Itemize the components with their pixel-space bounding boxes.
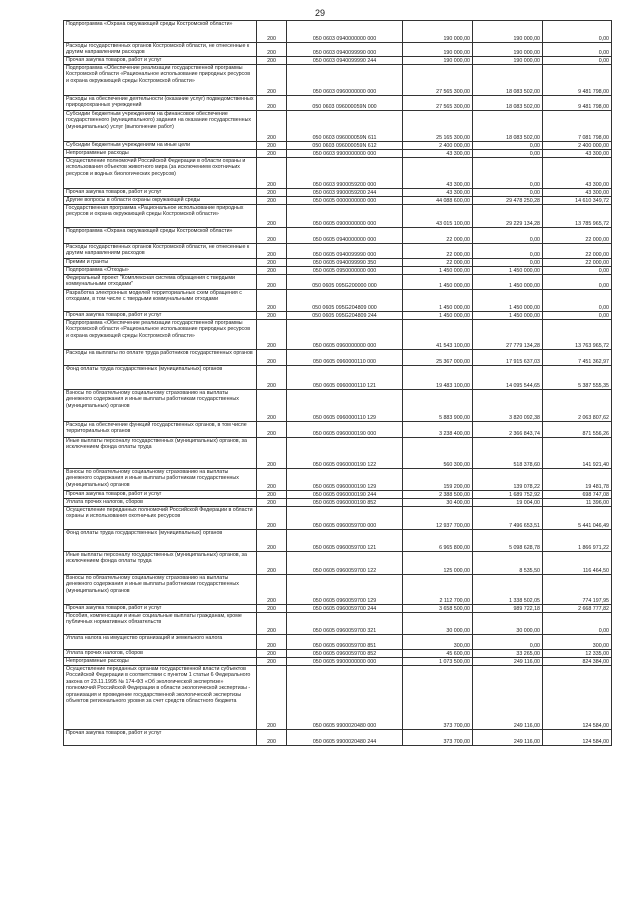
cell-s2: 8 535,50 — [473, 552, 543, 575]
cell-cls: 050 0605 095G200000 000 — [287, 275, 403, 290]
cell-name: Фонд оплаты труда государственных (муниципальных) органов — [64, 366, 257, 390]
cell-s2: 1 689 752,92 — [473, 491, 543, 499]
table-row — [64, 390, 612, 422]
cell-name: Прочая закупка товаров, работ и услуг — [64, 730, 257, 746]
cell-s3: 698 747,08 — [543, 491, 612, 499]
cell-name: Другие вопросы в области охраны окружающей среды — [64, 197, 257, 205]
cell-cls: 050 0605 0960000190 000 — [287, 422, 403, 438]
table-row — [64, 730, 612, 746]
cell-code: 200 — [257, 613, 287, 635]
cell-name: Фонд оплаты труда государственных (муниципальных) органов — [64, 530, 257, 552]
cell-code: 200 — [257, 530, 287, 552]
cell-s2: 2 366 843,74 — [473, 422, 543, 438]
cell-code: 200 — [257, 189, 287, 197]
cell-s3: 9 481 798,00 — [543, 65, 612, 96]
cell-cls: 050 0605 0900000000 000 — [287, 205, 403, 228]
cell-cls: 050 0603 0940099990 244 — [287, 57, 403, 65]
cell-s3: 5 441 046,49 — [543, 507, 612, 530]
cell-code: 200 — [257, 228, 287, 244]
cell-cls: 050 0605 0960000110 121 — [287, 366, 403, 390]
cell-s2: 19 004,00 — [473, 499, 543, 507]
table-row — [64, 189, 612, 197]
cell-s1: 190 000,00 — [403, 21, 473, 43]
cell-name: Подпрограмма «Обеспечение реализации государственной программы Костромской области «Рациональное использование природных ресурсов и охрана окружающей среды Костромской области» — [64, 65, 257, 96]
cell-s2: 518 378,60 — [473, 438, 543, 469]
cell-code: 200 — [257, 150, 287, 158]
cell-code: 200 — [257, 666, 287, 730]
cell-s1: 560 300,00 — [403, 438, 473, 469]
cell-cls: 050 0603 9900059200 244 — [287, 189, 403, 197]
cell-s2: 17 915 637,03 — [473, 350, 543, 366]
cell-cls: 050 0605 0960059700 122 — [287, 552, 403, 575]
cell-s3: 13 785 965,72 — [543, 205, 612, 228]
cell-cls: 050 0605 095G204809 000 — [287, 290, 403, 312]
page-number: 29 — [314, 8, 325, 18]
cell-s2: 0,00 — [473, 150, 543, 158]
table-row — [64, 438, 612, 469]
budget-table-body — [64, 21, 612, 746]
cell-s3: 9 481 798,00 — [543, 96, 612, 111]
cell-s1: 5 883 900,00 — [403, 390, 473, 422]
cell-s1: 300,00 — [403, 635, 473, 650]
cell-s3: 0,00 — [543, 267, 612, 275]
cell-cls: 050 0605 0960059700 129 — [287, 575, 403, 605]
table-row — [64, 142, 612, 150]
cell-code: 200 — [257, 197, 287, 205]
table-row — [64, 57, 612, 65]
cell-cls: 050 0605 0960000110 129 — [287, 390, 403, 422]
cell-name: Прочая закупка товаров, работ и услуг — [64, 57, 257, 65]
cell-s1: 1 450 000,00 — [403, 267, 473, 275]
cell-s1: 2 388 500,00 — [403, 491, 473, 499]
cell-name: Разработка электронных моделей территориальных схем обращения с отходами, в том числе с твердыми коммунальными отходами — [64, 290, 257, 312]
table-row — [64, 197, 612, 205]
table-row — [64, 111, 612, 142]
cell-s3: 22 000,00 — [543, 244, 612, 259]
cell-s3: 300,00 — [543, 635, 612, 650]
table-row — [64, 158, 612, 189]
cell-s3: 0,00 — [543, 613, 612, 635]
cell-code: 200 — [257, 390, 287, 422]
cell-s3: 116 464,50 — [543, 552, 612, 575]
table-row — [64, 530, 612, 552]
cell-code: 200 — [257, 244, 287, 259]
cell-name: Уплата прочих налогов, сборов — [64, 650, 257, 658]
table-row — [64, 43, 612, 57]
cell-s3: 43 300,00 — [543, 150, 612, 158]
table-row — [64, 65, 612, 96]
cell-name: Взносы по обязательному социальному страхованию на выплаты денежного содержания и иные выплаты работникам государственных (муниципальных) органов — [64, 469, 257, 491]
cell-name: Прочая закупка товаров, работ и услуг — [64, 491, 257, 499]
cell-s2: 7 496 653,51 — [473, 507, 543, 530]
cell-s3: 2 400 000,00 — [543, 142, 612, 150]
cell-s1: 45 600,00 — [403, 650, 473, 658]
cell-name: Взносы по обязательному социальному страхованию на выплаты денежного содержания и иные выплаты работникам государственных (муниципальных) органов — [64, 390, 257, 422]
cell-s1: 25 367 000,00 — [403, 350, 473, 366]
cell-s1: 2 112 700,00 — [403, 575, 473, 605]
cell-name: Государственная программа «Рациональное использование природных ресурсов и охрана окружающей среды Костромской области» — [64, 205, 257, 228]
cell-name: Непрограммные расходы — [64, 658, 257, 666]
cell-code: 200 — [257, 21, 287, 43]
cell-s2: 0,00 — [473, 189, 543, 197]
cell-name: Субсидии бюджетным учреждениям на финансовое обеспечение государственного (муниципального) задания на оказание государственных (муниципальных) услуг (выполнение работ) — [64, 111, 257, 142]
cell-code: 200 — [257, 320, 287, 350]
cell-code: 200 — [257, 57, 287, 65]
cell-s2: 0,00 — [473, 142, 543, 150]
cell-s1: 1 450 000,00 — [403, 275, 473, 290]
cell-s2: 0,00 — [473, 158, 543, 189]
cell-cls: 050 0605 0960059700 121 — [287, 530, 403, 552]
table-row — [64, 267, 612, 275]
table-row — [64, 499, 612, 507]
cell-s2: 29 229 134,28 — [473, 205, 543, 228]
cell-s3: 0,00 — [543, 312, 612, 320]
cell-cls: 050 0605 0960059700 851 — [287, 635, 403, 650]
cell-name: Уплата прочих налогов, сборов — [64, 499, 257, 507]
cell-name: Федеральный проект "Комплексная система обращения с твердыми коммунальными отходами" — [64, 275, 257, 290]
table-row — [64, 366, 612, 390]
cell-code: 200 — [257, 469, 287, 491]
cell-cls: 050 0605 0960000190 852 — [287, 499, 403, 507]
cell-name: Уплата налога на имущество организаций и земельного налога — [64, 635, 257, 650]
cell-s1: 3 238 400,00 — [403, 422, 473, 438]
cell-s1: 373 700,00 — [403, 666, 473, 730]
cell-name: Пособия, компенсации и иные социальные выплаты гражданам, кроме публичных нормативных обязательств — [64, 613, 257, 635]
cell-s2: 0,00 — [473, 635, 543, 650]
cell-s2: 1 450 000,00 — [473, 312, 543, 320]
cell-name: Расходы на обеспечение функций государственных органов, в том числе территориальных органов — [64, 422, 257, 438]
cell-code: 200 — [257, 658, 287, 666]
table-row — [64, 275, 612, 290]
cell-s3: 141 921,40 — [543, 438, 612, 469]
cell-cls: 050 0603 0940099990 000 — [287, 43, 403, 57]
cell-code: 200 — [257, 350, 287, 366]
table-row — [64, 290, 612, 312]
cell-code: 200 — [257, 205, 287, 228]
cell-code: 200 — [257, 267, 287, 275]
cell-cls: 050 0605 0960059700 852 — [287, 650, 403, 658]
cell-cls: 050 0605 9900020480 000 — [287, 666, 403, 730]
cell-s3: 0,00 — [543, 290, 612, 312]
cell-s2: 14 095 544,65 — [473, 366, 543, 390]
cell-code: 200 — [257, 43, 287, 57]
table-row — [64, 650, 612, 658]
cell-s1: 1 450 000,00 — [403, 312, 473, 320]
cell-s3: 0,00 — [543, 57, 612, 65]
table-row — [64, 96, 612, 111]
cell-cls: 050 0605 095G204809 244 — [287, 312, 403, 320]
cell-cls: 050 0603 9900000000 000 — [287, 150, 403, 158]
cell-code: 200 — [257, 507, 287, 530]
cell-cls: 050 0603 096000059N 612 — [287, 142, 403, 150]
table-row — [64, 205, 612, 228]
cell-s2: 33 265,00 — [473, 650, 543, 658]
cell-s2: 18 083 502,00 — [473, 96, 543, 111]
cell-s1: 44 088 600,00 — [403, 197, 473, 205]
cell-code: 200 — [257, 491, 287, 499]
cell-s1: 125 000,00 — [403, 552, 473, 575]
cell-cls: 050 0603 096000059N 000 — [287, 96, 403, 111]
cell-s2: 3 820 092,38 — [473, 390, 543, 422]
cell-s2: 1 450 000,00 — [473, 290, 543, 312]
cell-s2: 190 000,00 — [473, 57, 543, 65]
cell-s2: 249 116,00 — [473, 730, 543, 746]
cell-s1: 30 000,00 — [403, 613, 473, 635]
cell-s2: 249 116,00 — [473, 666, 543, 730]
cell-s2: 18 083 502,00 — [473, 65, 543, 96]
cell-s3: 7 081 798,00 — [543, 111, 612, 142]
cell-s2: 249 116,00 — [473, 658, 543, 666]
cell-s2: 0,00 — [473, 244, 543, 259]
cell-s3: 22 000,00 — [543, 228, 612, 244]
cell-cls: 050 0605 0960000190 122 — [287, 438, 403, 469]
cell-cls: 050 0605 0940099990 350 — [287, 259, 403, 267]
table-row — [64, 469, 612, 491]
cell-name: Подпрограмма «Охрана окружающей среды Костромской области» — [64, 21, 257, 43]
cell-s1: 41 543 100,00 — [403, 320, 473, 350]
cell-s3: 11 396,00 — [543, 499, 612, 507]
cell-name: Осуществление переданных полномочий Российской Федерации в области охраны и использования охотничьих ресурсов — [64, 507, 257, 530]
cell-s1: 43 300,00 — [403, 150, 473, 158]
table-row — [64, 312, 612, 320]
cell-s2: 18 083 502,00 — [473, 111, 543, 142]
cell-name: Субсидии бюджетным учреждениям на иные цели — [64, 142, 257, 150]
cell-code: 200 — [257, 438, 287, 469]
cell-s2: 29 478 250,28 — [473, 197, 543, 205]
cell-name: Подпрограмма «Отходы» — [64, 267, 257, 275]
cell-s2: 1 450 000,00 — [473, 267, 543, 275]
cell-name: Расходы государственных органов Костромской области, не отнесенные к другим направлениям расходов — [64, 244, 257, 259]
cell-code: 200 — [257, 65, 287, 96]
cell-code: 200 — [257, 111, 287, 142]
cell-cls: 050 0605 0960000000 000 — [287, 320, 403, 350]
cell-name: Осуществление полномочий Российской Федерации в области охраны и использования объектов животного мира (за исключением охотничьих ресурсов и водных биологических ресурсов) — [64, 158, 257, 189]
cell-s3: 43 300,00 — [543, 189, 612, 197]
cell-code: 200 — [257, 312, 287, 320]
cell-cls: 050 0605 0960059700 244 — [287, 605, 403, 613]
cell-s3: 774 197,95 — [543, 575, 612, 605]
cell-s3: 824 384,00 — [543, 658, 612, 666]
cell-s3: 19 481,78 — [543, 469, 612, 491]
cell-s1: 12 937 700,00 — [403, 507, 473, 530]
cell-s3: 124 584,00 — [543, 730, 612, 746]
table-row — [64, 350, 612, 366]
cell-name: Взносы по обязательному социальному страхованию на выплаты денежного содержания и иные выплаты работникам государственных (муниципальных) органов — [64, 575, 257, 605]
table-row — [64, 320, 612, 350]
cell-s1: 27 565 300,00 — [403, 65, 473, 96]
budget-table — [63, 20, 612, 746]
cell-code: 200 — [257, 275, 287, 290]
table-row — [64, 21, 612, 43]
cell-name: Прочая закупка товаров, работ и услуг — [64, 605, 257, 613]
cell-s2: 139 078,22 — [473, 469, 543, 491]
cell-code: 200 — [257, 422, 287, 438]
cell-s2: 190 000,00 — [473, 21, 543, 43]
table-row — [64, 228, 612, 244]
cell-s3: 5 387 555,35 — [543, 366, 612, 390]
cell-s1: 25 165 300,00 — [403, 111, 473, 142]
cell-name: Премии и гранты — [64, 259, 257, 267]
cell-cls: 050 0605 0940000000 000 — [287, 228, 403, 244]
table-row — [64, 491, 612, 499]
cell-code: 200 — [257, 142, 287, 150]
cell-name: Иные выплаты персоналу государственных (муниципальных) органов, за исключением фонда оплаты труда — [64, 438, 257, 469]
cell-s2: 989 722,18 — [473, 605, 543, 613]
cell-s2: 1 450 000,00 — [473, 275, 543, 290]
cell-s1: 2 400 000,00 — [403, 142, 473, 150]
cell-s3: 2 668 777,82 — [543, 605, 612, 613]
cell-code: 200 — [257, 575, 287, 605]
cell-s3: 2 063 807,62 — [543, 390, 612, 422]
table-row — [64, 150, 612, 158]
cell-s2: 0,00 — [473, 228, 543, 244]
cell-s1: 30 400,00 — [403, 499, 473, 507]
cell-s1: 22 000,00 — [403, 244, 473, 259]
table-row — [64, 259, 612, 267]
cell-code: 200 — [257, 158, 287, 189]
cell-s3: 43 300,00 — [543, 158, 612, 189]
cell-code: 200 — [257, 605, 287, 613]
cell-s3: 871 556,26 — [543, 422, 612, 438]
cell-s1: 190 000,00 — [403, 57, 473, 65]
table-row — [64, 244, 612, 259]
cell-s2: 190 000,00 — [473, 43, 543, 57]
cell-s3: 0,00 — [543, 275, 612, 290]
cell-s3: 14 610 349,72 — [543, 197, 612, 205]
cell-s2: 27 779 134,28 — [473, 320, 543, 350]
cell-s3: 0,00 — [543, 21, 612, 43]
cell-s1: 43 300,00 — [403, 189, 473, 197]
cell-name: Иные выплаты персоналу государственных (муниципальных) органов, за исключением фонда оплаты труда — [64, 552, 257, 575]
table-row — [64, 613, 612, 635]
cell-name: Расходы государственных органов Костромской области, не отнесенные к другим направлениям расходов — [64, 43, 257, 57]
cell-cls: 050 0605 0960000190 129 — [287, 469, 403, 491]
cell-code: 200 — [257, 635, 287, 650]
cell-s2: 0,00 — [473, 259, 543, 267]
cell-s1: 3 658 500,00 — [403, 605, 473, 613]
table-row — [64, 666, 612, 730]
cell-s3: 13 763 965,72 — [543, 320, 612, 350]
cell-code: 200 — [257, 366, 287, 390]
cell-s2: 30 000,00 — [473, 613, 543, 635]
table-row — [64, 507, 612, 530]
cell-code: 200 — [257, 730, 287, 746]
cell-cls: 050 0605 0940099990 000 — [287, 244, 403, 259]
cell-s1: 190 000,00 — [403, 43, 473, 57]
cell-s3: 124 584,00 — [543, 666, 612, 730]
table-row — [64, 635, 612, 650]
cell-code: 200 — [257, 650, 287, 658]
cell-s1: 373 700,00 — [403, 730, 473, 746]
cell-cls: 050 0605 0950000000 000 — [287, 267, 403, 275]
cell-cls: 050 0605 9900000000 000 — [287, 658, 403, 666]
cell-s1: 22 000,00 — [403, 259, 473, 267]
cell-name: Подпрограмма «Обеспечение реализации государственной программы Костромской области «Рациональное использование природных ресурсов и охрана окружающей среды Костромской области» — [64, 320, 257, 350]
cell-cls: 050 0605 0960000190 244 — [287, 491, 403, 499]
cell-code: 200 — [257, 290, 287, 312]
cell-cls: 050 0603 9900059200 000 — [287, 158, 403, 189]
cell-s1: 19 483 100,00 — [403, 366, 473, 390]
cell-s1: 6 965 800,00 — [403, 530, 473, 552]
cell-s1: 1 450 000,00 — [403, 290, 473, 312]
cell-name: Расходы на выплаты по оплате труда работников государственных органов — [64, 350, 257, 366]
cell-cls: 050 0603 0960000000 000 — [287, 65, 403, 96]
cell-name: Расходы на обеспечение деятельности (оказание услуг) подведомственных природоохранных учреждений — [64, 96, 257, 111]
cell-name: Прочая закупка товаров, работ и услуг — [64, 189, 257, 197]
cell-s1: 22 000,00 — [403, 228, 473, 244]
table-row — [64, 422, 612, 438]
cell-s1: 27 565 300,00 — [403, 96, 473, 111]
cell-cls: 050 0605 9900020480 244 — [287, 730, 403, 746]
cell-code: 200 — [257, 552, 287, 575]
cell-code: 200 — [257, 499, 287, 507]
cell-cls: 050 0605 0960059700 000 — [287, 507, 403, 530]
cell-code: 200 — [257, 96, 287, 111]
cell-cls: 050 0605 0000000000 000 — [287, 197, 403, 205]
cell-s3: 7 451 362,97 — [543, 350, 612, 366]
cell-s3: 0,00 — [543, 43, 612, 57]
cell-s3: 12 335,00 — [543, 650, 612, 658]
cell-s3: 22 000,00 — [543, 259, 612, 267]
cell-cls: 050 0605 0960059700 321 — [287, 613, 403, 635]
cell-cls: 050 0605 0960000110 000 — [287, 350, 403, 366]
cell-s3: 1 866 971,22 — [543, 530, 612, 552]
table-row — [64, 575, 612, 605]
cell-s1: 1 073 500,00 — [403, 658, 473, 666]
table-row — [64, 658, 612, 666]
cell-name: Прочая закупка товаров, работ и услуг — [64, 312, 257, 320]
cell-s2: 5 098 628,78 — [473, 530, 543, 552]
cell-s1: 159 200,00 — [403, 469, 473, 491]
table-row — [64, 552, 612, 575]
cell-name: Непрограммные расходы — [64, 150, 257, 158]
table-row — [64, 605, 612, 613]
cell-cls: 050 0603 096000059N 611 — [287, 111, 403, 142]
cell-s2: 1 338 502,05 — [473, 575, 543, 605]
cell-code: 200 — [257, 259, 287, 267]
cell-cls: 050 0603 0940000000 000 — [287, 21, 403, 43]
cell-s1: 43 015 100,00 — [403, 205, 473, 228]
cell-name: Подпрограмма «Охрана окружающей среды Костромской области» — [64, 228, 257, 244]
cell-name: Осуществление переданных органам государственной власти субъектов Российской Федерации в соответствии с пунктом 1 статьи 6 Федерального закона от 23.11.1995 № 174-ФЗ «Об экологической экспертизе» полномочий Российской Федерации в области экологической экспертизы - организация и проведение государственной экологической экспертизы объектов регионального уровня за счет средств областного бюджета — [64, 666, 257, 730]
cell-s1: 43 300,00 — [403, 158, 473, 189]
